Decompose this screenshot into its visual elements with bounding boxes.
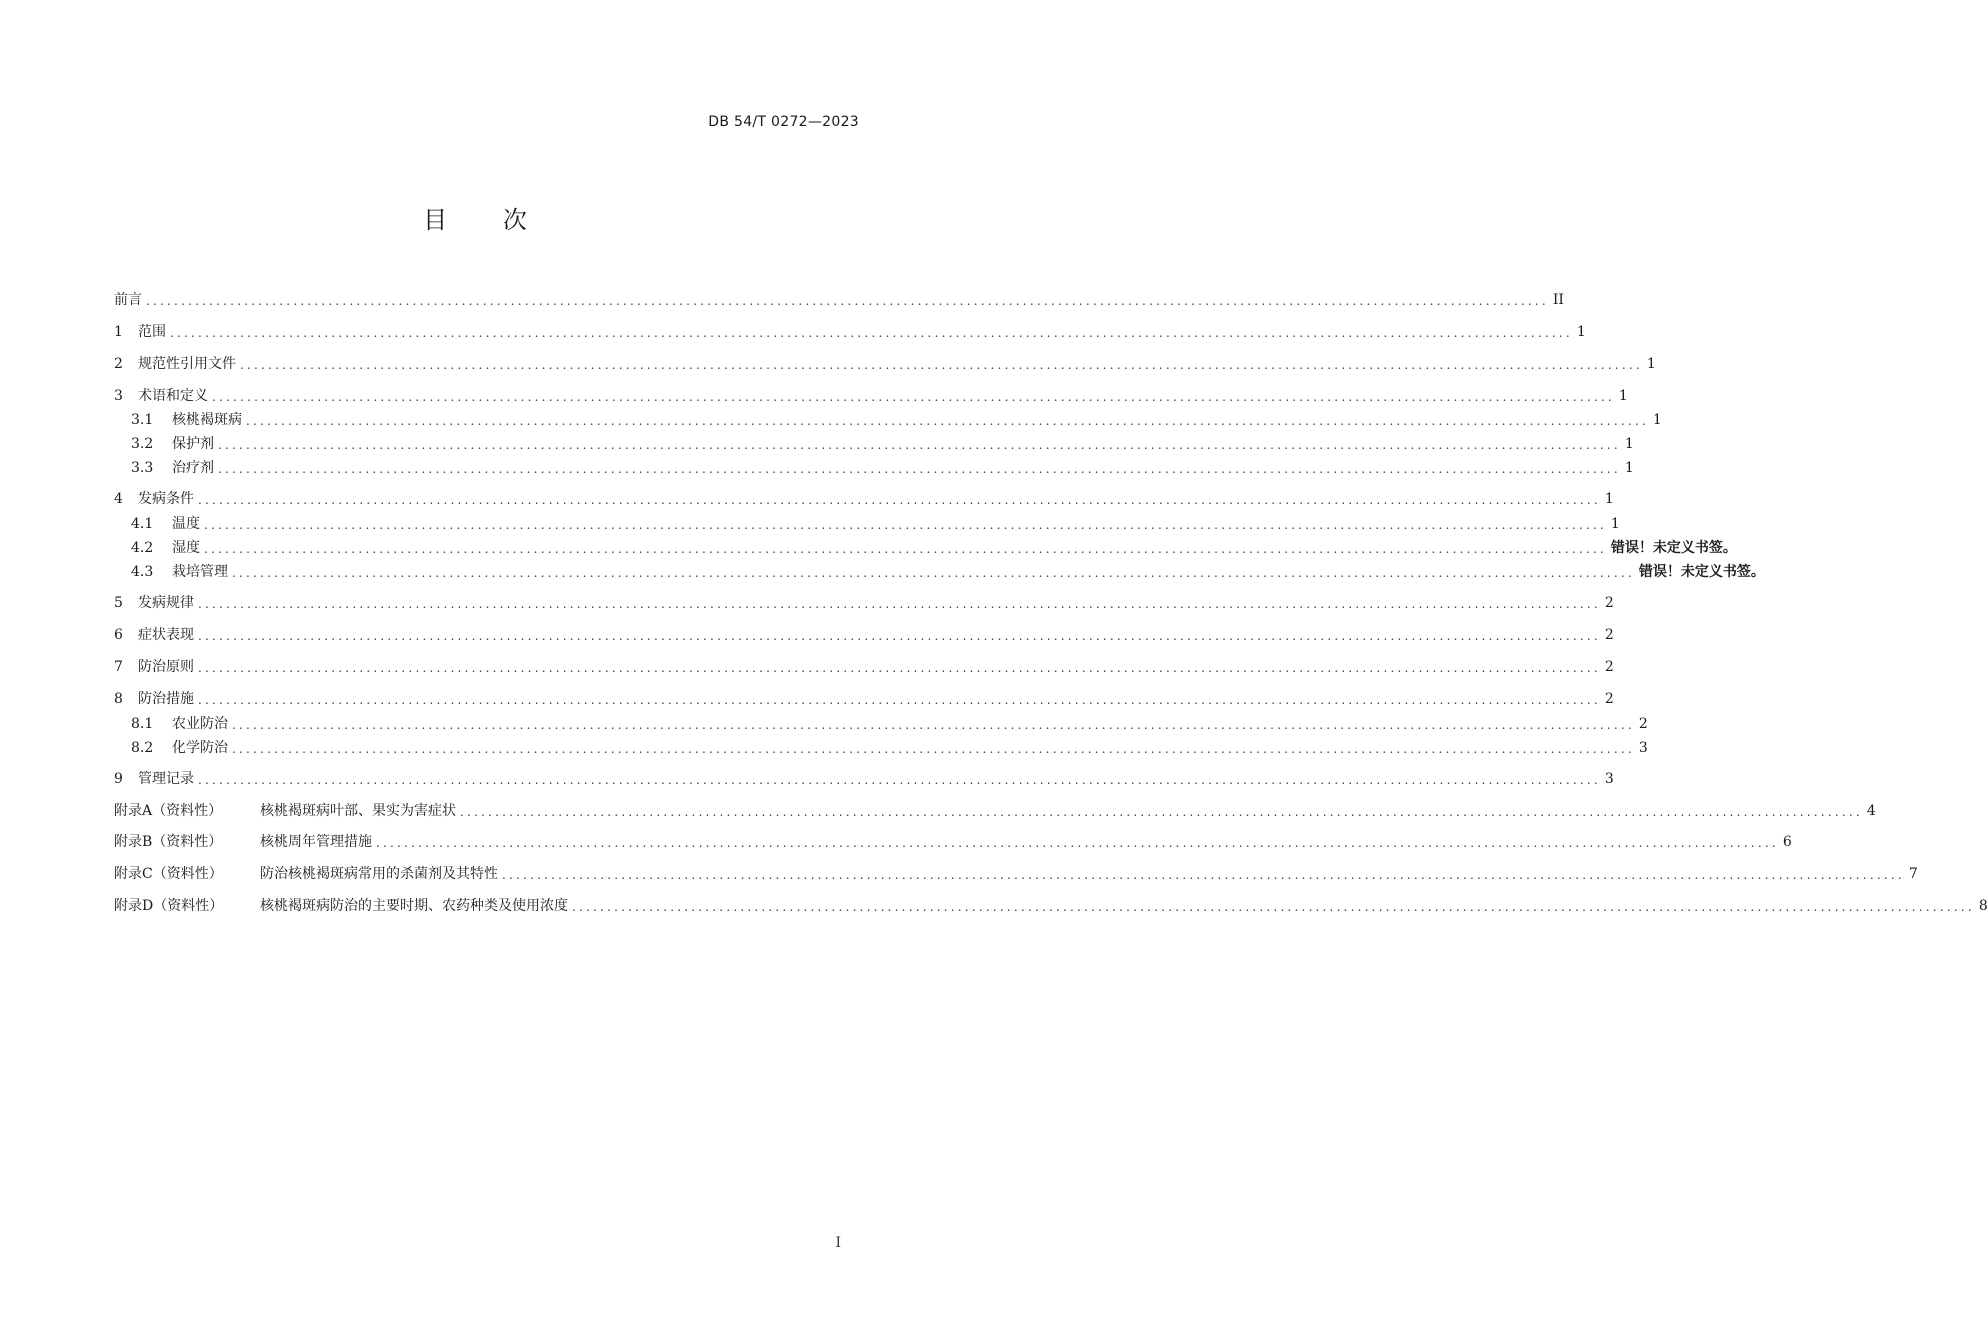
toc-entry-8-1[interactable] <box>131 713 1648 735</box>
toc-label: 核桃褐斑病叶部、果实为害症状 <box>260 803 456 819</box>
leader-dots: ........................................................................................................................................................................................................ <box>232 742 1635 756</box>
toc-entry-appendix-d[interactable] <box>114 895 1988 917</box>
toc-label: 前言 <box>114 292 142 308</box>
toc-entry-appendix-c[interactable] <box>114 863 1918 885</box>
toc-entry-8-2[interactable] <box>131 737 1648 759</box>
toc-page: 2 <box>1638 716 1648 732</box>
toc-number: 9 <box>114 771 123 787</box>
toc-label: 防治原则 <box>138 659 194 675</box>
toc-label: 治疗剂 <box>172 460 214 476</box>
toc-entry-4-3[interactable] <box>131 561 1765 583</box>
leader-dots: ........................................................................................................................................................................................................ <box>198 493 1601 507</box>
toc-entry-3[interactable] <box>114 385 1628 407</box>
leader-dots: ........................................................................................................................................................................................................ <box>146 294 1549 308</box>
toc-label: 化学防治 <box>172 740 228 756</box>
toc-page: 1 <box>1646 356 1656 372</box>
toc-label: 保护剂 <box>172 436 214 452</box>
leader-dots: ........................................................................................................................................................................................................ <box>204 518 1607 532</box>
toc-label: 症状表现 <box>138 627 194 643</box>
leader-dots: ........................................................................................................................................................................................................ <box>218 462 1621 476</box>
toc-page-error: 错误！未定义书签。 <box>1610 540 1737 556</box>
leader-dots: ........................................................................................................................................................................................................ <box>198 661 1601 675</box>
toc-page: 3 <box>1604 771 1614 787</box>
leader-dots: ........................................................................................................................................................................................................ <box>198 629 1601 643</box>
toc-number: 3.1 <box>131 412 154 428</box>
toc-label: 温度 <box>172 516 200 532</box>
toc-label: 农业防治 <box>172 716 228 732</box>
leader-dots: ........................................................................................................................................................................................................ <box>198 773 1601 787</box>
toc-entry-6[interactable] <box>114 624 1614 646</box>
toc-page: 1 <box>1618 388 1628 404</box>
toc-number: 3.2 <box>131 436 154 452</box>
toc-entry-4-1[interactable] <box>131 513 1620 535</box>
toc-page: 3 <box>1638 740 1648 756</box>
toc-entry-appendix-b[interactable] <box>114 831 1792 853</box>
leader-dots: ........................................................................................................................................................................................................ <box>218 438 1621 452</box>
toc-entry-5[interactable] <box>114 592 1614 614</box>
leader-dots: ........................................................................................................................................................................................................ <box>460 805 1863 819</box>
toc-label: 发病规律 <box>138 595 194 611</box>
toc-page: 1 <box>1624 460 1634 476</box>
title-char-1: 目 <box>423 206 448 234</box>
toc-page: 2 <box>1604 659 1614 675</box>
leader-dots: ........................................................................................................................................................................................................ <box>246 414 1649 428</box>
toc-entry-2[interactable] <box>114 353 1656 375</box>
toc-page: 1 <box>1610 516 1620 532</box>
toc-label: 防治措施 <box>138 691 194 707</box>
leader-dots: ........................................................................................................................................................................................................ <box>170 326 1573 340</box>
toc-label: 防治核桃褐斑病常用的杀菌剂及其特性 <box>260 866 498 882</box>
toc-number: 5 <box>114 595 123 611</box>
toc-label: 术语和定义 <box>138 388 208 404</box>
toc-number: 7 <box>114 659 123 675</box>
toc-number: 4.1 <box>131 516 154 532</box>
toc-entry-3-3[interactable] <box>131 457 1634 479</box>
toc-page: 1 <box>1604 491 1614 507</box>
leader-dots: ........................................................................................................................................................................................................ <box>240 358 1643 372</box>
toc-number: 6 <box>114 627 123 643</box>
leader-dots: ........................................................................................................................................................................................................ <box>212 390 1615 404</box>
toc-page: 2 <box>1604 691 1614 707</box>
toc-appendix-number: 附录C（资料性） <box>114 866 223 882</box>
toc-entry-4[interactable] <box>114 488 1614 510</box>
toc-label: 管理记录 <box>138 771 194 787</box>
title-char-2: 次 <box>502 206 527 234</box>
footer-page-number: I <box>835 1235 841 1251</box>
toc-entry-3-1[interactable] <box>131 409 1662 431</box>
toc-page: 6 <box>1782 834 1792 850</box>
toc-page-error: 错误！未定义书签。 <box>1638 564 1765 580</box>
leader-dots: ........................................................................................................................................................................................................ <box>376 836 1779 850</box>
toc-page: 4 <box>1866 803 1876 819</box>
toc-label: 发病条件 <box>138 491 194 507</box>
toc-appendix-number: 附录B（资料性） <box>114 834 223 850</box>
leader-dots: ........................................................................................................................................................................................................ <box>204 542 1607 556</box>
toc-entry-foreword[interactable] <box>114 289 1564 311</box>
toc-page: 2 <box>1604 627 1614 643</box>
toc-label: 湿度 <box>172 540 200 556</box>
toc-entry-9[interactable] <box>114 768 1614 790</box>
toc-page: 1 <box>1652 412 1662 428</box>
leader-dots: ........................................................................................................................................................................................................ <box>198 693 1601 707</box>
toc-page: 1 <box>1576 324 1586 340</box>
toc-appendix-number: 附录D（资料性） <box>114 898 224 914</box>
toc-entry-4-2[interactable] <box>131 537 1737 559</box>
toc-entry-8[interactable] <box>114 688 1614 710</box>
toc-entry-7[interactable] <box>114 656 1614 678</box>
leader-dots: ........................................................................................................................................................................................................ <box>502 868 1905 882</box>
toc-appendix-number: 附录A（资料性） <box>114 803 223 819</box>
toc-number: 3 <box>114 388 123 404</box>
toc-number: 4 <box>114 491 123 507</box>
leader-dots: ........................................................................................................................................................................................................ <box>572 900 1975 914</box>
toc-page: II <box>1552 292 1564 308</box>
toc-entry-appendix-a[interactable] <box>114 800 1876 822</box>
toc-number: 4.2 <box>131 540 154 556</box>
toc-label: 栽培管理 <box>172 564 228 580</box>
toc-number: 8.2 <box>131 740 154 756</box>
toc-label: 核桃褐斑病防治的主要时期、农药种类及使用浓度 <box>260 898 568 914</box>
toc-entry-3-2[interactable] <box>131 433 1634 455</box>
toc-number: 1 <box>114 324 123 340</box>
toc-number: 8.1 <box>131 716 154 732</box>
leader-dots: ........................................................................................................................................................................................................ <box>232 566 1635 580</box>
toc-label: 核桃褐斑病 <box>172 412 242 428</box>
toc-entry-1[interactable] <box>114 321 1586 343</box>
toc-label: 核桃周年管理措施 <box>260 834 372 850</box>
toc-number: 2 <box>114 356 123 372</box>
toc-number: 4.3 <box>131 564 154 580</box>
toc-number: 8 <box>114 691 123 707</box>
toc-label: 规范性引用文件 <box>138 356 236 372</box>
toc-page: 1 <box>1624 436 1634 452</box>
toc-label: 范围 <box>138 324 166 340</box>
toc-page: 2 <box>1604 595 1614 611</box>
toc-page: 8 <box>1978 898 1988 914</box>
toc-number: 3.3 <box>131 460 154 476</box>
toc-page: 7 <box>1908 866 1918 882</box>
leader-dots: ........................................................................................................................................................................................................ <box>198 597 1601 611</box>
document-code: DB 54/T 0272—2023 <box>708 114 859 130</box>
leader-dots: ........................................................................................................................................................................................................ <box>232 718 1635 732</box>
